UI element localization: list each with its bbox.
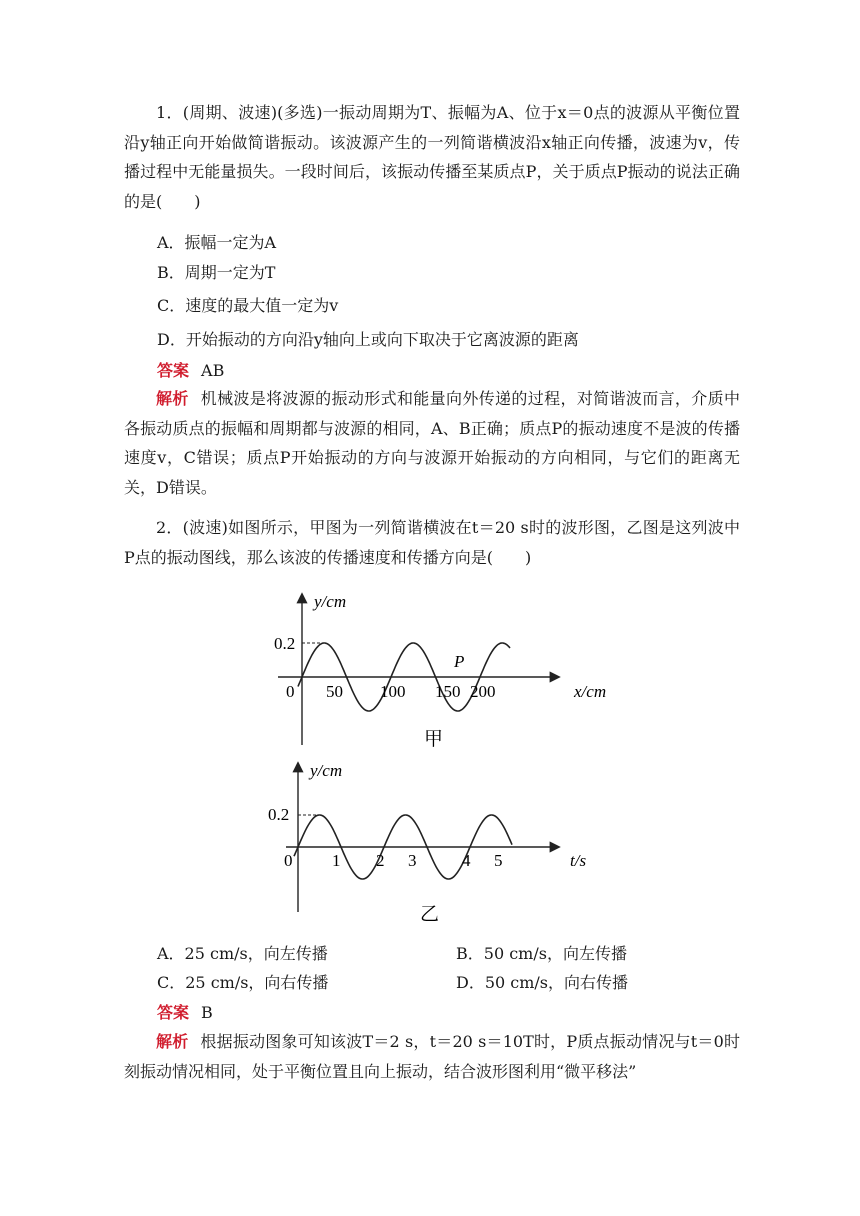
vib-tick-4: 4 — [462, 851, 471, 870]
vib-amplitude-label: 0.2 — [268, 805, 290, 824]
q1-option-c: C．速度的最大值一定为v — [157, 296, 339, 315]
q2-option-c: C．25 cm/s，向右传播 — [157, 973, 329, 992]
vib-y-label: y/cm — [310, 761, 343, 780]
wave-caption: 甲 — [424, 729, 444, 750]
q2-answer-value: B — [201, 1003, 213, 1022]
vib-tick-1: 1 — [332, 851, 341, 870]
q1-answer-value: AB — [201, 361, 225, 380]
wave-y-label: y/cm — [314, 592, 347, 611]
q1-answer — [157, 360, 224, 382]
vibration-graph-figure — [258, 756, 638, 928]
q1-answer-label: 答案 — [157, 361, 190, 380]
wave-tick-200: 200 — [470, 682, 496, 701]
q2-answer — [157, 1002, 213, 1024]
q1-analysis-text: 机械波是将波源的振动形式和能量向外传递的过程，对简谐波而言，介质中各振动质点的振幅和周期都与波源的相同，A、B正确；质点P的振动速度不是波的传播速度v，C错误；质点P开始振动的方向与波源开始振动的方向相同，与它们的距离无关，D错误。 — [124, 389, 740, 497]
q2-option-b: B．50 cm/s，向左传播 — [456, 944, 627, 963]
q1-option-b: B．周期一定为T — [157, 263, 276, 282]
q1-stem: 1．(周期、波速)(多选)一振动周期为T、振幅为A、位于x＝0点的波源从平衡位置沿y轴正向开始做简谐振动。该波源产生的一列简谐横波沿x轴正向传播，波速为v，传播过程中无能量损失。一段时间后，该振动传播至某质点P，关于质点P振动的说法正确的是( ) — [124, 103, 740, 211]
vib-tick-2: 2 — [376, 851, 385, 870]
wave-graph-figure — [258, 585, 638, 753]
q2-analysis-text: 根据振动图象可知该波T＝2 s，t＝20 s＝10T时，P质点振动情况与t＝0时刻振动情况相同，处于平衡位置且向上振动，结合波形图利用“微平移法” — [124, 1032, 740, 1081]
vib-x-label: t/s — [570, 851, 587, 870]
q2-option-a: A．25 cm/s，向左传播 — [157, 944, 328, 963]
wave-tick-50: 50 — [326, 682, 343, 701]
q1-analysis — [124, 384, 740, 502]
wave-amplitude-label: 0.2 — [274, 634, 296, 653]
wave-tick-150: 150 — [435, 682, 461, 701]
q1-option-a: A．振幅一定为A — [157, 233, 277, 252]
q2-option-d: D．50 cm/s，向右传播 — [456, 973, 629, 992]
q2-analysis-label: 解析 — [156, 1032, 189, 1051]
wave-point-p-label: P — [454, 652, 465, 671]
q1-option-d: D．开始振动的方向沿y轴向上或向下取决于它离波源的距离 — [157, 330, 579, 349]
vib-tick-5: 5 — [494, 851, 503, 870]
q1-analysis-label: 解析 — [156, 389, 189, 408]
vib-caption: 乙 — [420, 904, 440, 925]
vib-origin-label: 0 — [284, 851, 293, 870]
wave-tick-100: 100 — [380, 682, 406, 701]
q2-analysis — [124, 1027, 740, 1086]
wave-origin-label: 0 — [286, 682, 295, 701]
q2-stem: 2．(波速)如图所示，甲图为一列简谐横波在t＝20 s时的波形图，乙图是这列波中P点的振动图线，那么该波的传播速度和传播方向是( ) — [124, 518, 740, 567]
wave-x-label: x/cm — [574, 682, 607, 701]
q2-answer-label: 答案 — [157, 1003, 190, 1022]
vib-tick-3: 3 — [408, 851, 417, 870]
